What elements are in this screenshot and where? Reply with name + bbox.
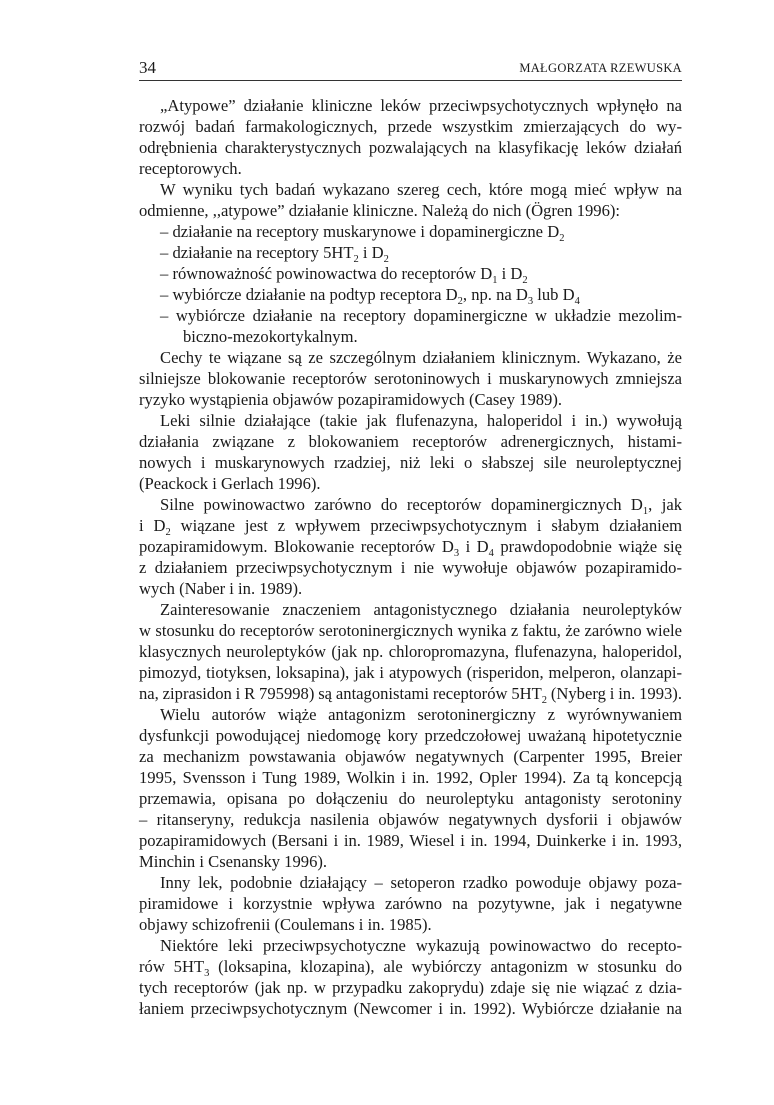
subscript: 1 bbox=[492, 275, 498, 286]
text-line-content bbox=[139, 578, 302, 599]
text-line bbox=[139, 956, 682, 977]
text-line bbox=[139, 473, 682, 494]
text-line-content bbox=[160, 599, 682, 620]
text-line-content bbox=[139, 683, 682, 704]
paragraph bbox=[139, 935, 682, 1019]
text-run: wiązane jest z wpływem przeciwpsychotycznym i słabym działaniem bbox=[170, 516, 682, 535]
text-run: lub D bbox=[533, 285, 575, 304]
text-line bbox=[139, 452, 682, 473]
text-line bbox=[139, 179, 682, 200]
subscript: 4 bbox=[574, 296, 580, 307]
text-line bbox=[139, 599, 682, 620]
text-line bbox=[139, 326, 682, 347]
page-number: 34 bbox=[139, 58, 156, 77]
text-line-content bbox=[160, 221, 564, 242]
text-line bbox=[139, 389, 682, 410]
paragraph bbox=[139, 599, 682, 704]
subscript: 2 bbox=[522, 275, 528, 286]
text-run: silniejsze blokowanie receptorów serotoninowych i muskarynowych zmniejsza bbox=[139, 369, 682, 388]
text-line bbox=[139, 914, 682, 935]
text-line-content bbox=[139, 851, 327, 872]
text-run: receptorowych. bbox=[139, 159, 242, 178]
subscript: 2 bbox=[559, 233, 565, 244]
text-line bbox=[139, 620, 682, 641]
text-line bbox=[139, 431, 682, 452]
text-run: i D bbox=[139, 516, 166, 535]
text-run: Cechy te wiązane są ze szczególnym działaniem klinicznym. Wykazano, że bbox=[160, 348, 682, 367]
text-run: klasycznych neuroleptyków (jak np. chloropromazyna, flufenazyna, haloperidol, bbox=[139, 642, 682, 661]
text-run: (loksapina, klozapina), ale wybiórczy antagonizm w stosunku do bbox=[209, 957, 682, 976]
text-line-content bbox=[139, 452, 682, 473]
text-line-content bbox=[139, 662, 682, 683]
text-run: – działanie na receptory muskarynowe i dopaminergiczne D bbox=[160, 222, 560, 241]
text-run: i D bbox=[459, 537, 489, 556]
text-line bbox=[139, 200, 682, 221]
text-line bbox=[139, 515, 682, 536]
text-run: Leki silnie działające (takie jak flufenazyna, haloperidol i in.) wywołują bbox=[160, 411, 682, 430]
text-line-content bbox=[139, 389, 562, 410]
text-run: Wielu autorów wiąże antagonizm serotoninergiczny z wyrównywaniem bbox=[160, 705, 682, 724]
subscript: 2 bbox=[165, 527, 171, 538]
text-line-content bbox=[139, 473, 321, 494]
text-line-content bbox=[160, 872, 682, 893]
text-run: – równoważność powinowactwa do receptorów D bbox=[160, 264, 493, 283]
subscript: 2 bbox=[541, 695, 548, 706]
text-run: (Nyberg i in. 1993). bbox=[547, 684, 682, 703]
text-run: (Peackock i Gerlach 1996). bbox=[139, 474, 321, 493]
text-run: pimozyd, tiotyksen, loksapina), jak i atypowych (risperidon, melperon, olanzapi- bbox=[139, 663, 682, 682]
paragraph bbox=[139, 179, 682, 221]
text-line bbox=[139, 494, 682, 515]
text-line bbox=[139, 725, 682, 746]
text-run: objawy schizofrenii (Coulemans i in. 1985). bbox=[139, 915, 432, 934]
body-text bbox=[139, 95, 682, 1019]
text-line-content bbox=[139, 767, 682, 788]
text-line-content bbox=[160, 284, 580, 305]
text-run: Inny lek, podobnie działający – setoperon rzadko powoduje objawy poza- bbox=[160, 873, 682, 892]
text-line bbox=[139, 158, 682, 179]
text-run: na, ziprasidon i R 795998) są antagonistami receptorów 5HT bbox=[139, 684, 542, 703]
text-line-content bbox=[160, 704, 682, 725]
text-run: – wybiórcze działanie na receptory dopaminergiczne w układzie mezolim- bbox=[160, 306, 682, 325]
text-line bbox=[139, 872, 682, 893]
text-run: ryzyko wystąpienia objawów pozapiramidowych (Casey 1989). bbox=[139, 390, 563, 409]
subscript: 3 bbox=[204, 968, 210, 979]
text-line-content bbox=[183, 326, 358, 347]
paragraph bbox=[139, 410, 682, 494]
text-line-content bbox=[139, 200, 620, 221]
text-line bbox=[139, 263, 682, 284]
text-line bbox=[139, 305, 682, 326]
text-run: prawdopodobnie wiąże się bbox=[493, 537, 682, 556]
text-line-content bbox=[160, 263, 528, 284]
paragraph bbox=[139, 872, 682, 935]
text-line-content bbox=[139, 809, 682, 830]
paragraph bbox=[139, 95, 682, 179]
paragraph bbox=[139, 704, 682, 872]
list-item bbox=[139, 242, 682, 263]
text-run: wych (Naber i in. 1989). bbox=[139, 579, 303, 598]
list-item bbox=[139, 284, 682, 305]
list-item bbox=[139, 263, 682, 284]
text-line bbox=[139, 284, 682, 305]
text-line-content bbox=[160, 935, 682, 956]
text-line-content bbox=[139, 137, 682, 158]
text-line-content bbox=[139, 977, 682, 998]
subscript: 2 bbox=[383, 254, 389, 265]
text-run: , np. na D bbox=[462, 285, 528, 304]
text-run: W wyniku tych badań wykazano szereg cech, które mogą mieć wpływ na bbox=[160, 180, 682, 199]
text-line-content bbox=[160, 242, 389, 263]
text-line bbox=[139, 557, 682, 578]
text-line bbox=[139, 830, 682, 851]
text-run: odmienne, ,,atypowe” działanie kliniczne. Należą do nich (Ögren 1996): bbox=[139, 201, 621, 220]
text-run: i D bbox=[497, 264, 523, 283]
text-line-content bbox=[139, 725, 682, 746]
subscript: 3 bbox=[527, 296, 534, 307]
text-line-content bbox=[139, 956, 682, 977]
text-run: tych receptorów (jak np. w przypadku zakoprydu) zdaje się nie wiązać z dzia- bbox=[139, 978, 682, 997]
text-line-content bbox=[139, 536, 682, 557]
subscript: 3 bbox=[453, 548, 460, 559]
text-line-content bbox=[139, 893, 682, 914]
text-line bbox=[139, 95, 682, 116]
text-run: rozwój badań farmakologicznych, przede wszystkim zmierzających do wy- bbox=[139, 117, 682, 136]
text-line bbox=[139, 767, 682, 788]
subscript: 4 bbox=[488, 548, 494, 559]
text-run: – działanie na receptory 5HT bbox=[160, 243, 354, 262]
text-line bbox=[139, 683, 682, 704]
text-line-content bbox=[139, 620, 682, 641]
text-line-content bbox=[139, 641, 682, 662]
text-run: pozapiramidowych (Bersani i in. 1989, Wiesel i in. 1994, Duinkerke i in. 1993, bbox=[139, 831, 682, 850]
text-run: dysfunkcji powodującej niedomogę kory przedczołowej uważaną hipotetycznie bbox=[139, 726, 682, 745]
text-run: Minchin i Csenansky 1996). bbox=[139, 852, 328, 871]
text-line bbox=[139, 851, 682, 872]
text-line bbox=[139, 977, 682, 998]
text-run: i D bbox=[358, 243, 384, 262]
text-line-content bbox=[160, 347, 682, 368]
text-line bbox=[139, 893, 682, 914]
text-run: Niektóre leki przeciwpsychotyczne wykazują powinowactwo do recepto- bbox=[160, 936, 682, 955]
text-line-content bbox=[160, 179, 682, 200]
text-run: w stosunku do receptorów serotoninergicznych wynika z faktu, że zarówno wiele bbox=[139, 621, 682, 640]
text-line bbox=[139, 746, 682, 767]
text-line-content bbox=[139, 914, 432, 935]
paragraph bbox=[139, 347, 682, 410]
text-line bbox=[139, 347, 682, 368]
text-run: rów 5HT bbox=[139, 957, 205, 976]
text-line-content bbox=[139, 515, 682, 536]
text-run: z działaniem przeciwpsychotycznym i nie wywołuje objawów pozapiramido- bbox=[139, 558, 682, 577]
text-line-content bbox=[160, 95, 682, 116]
text-line bbox=[139, 368, 682, 389]
text-run: odrębnienia charakterystycznych pozwalających na klasyfikację leków działań bbox=[139, 138, 682, 157]
text-line bbox=[139, 116, 682, 137]
text-line-content bbox=[139, 788, 682, 809]
text-line bbox=[139, 410, 682, 431]
text-line-content bbox=[160, 410, 682, 431]
text-line-content bbox=[139, 116, 682, 137]
text-line-content bbox=[160, 494, 682, 515]
text-line bbox=[139, 536, 682, 557]
text-line-content bbox=[139, 158, 242, 179]
page-header bbox=[139, 58, 682, 81]
list-item bbox=[139, 221, 682, 242]
text-run: pozapiramidowym. Blokowanie receptorów D bbox=[139, 537, 454, 556]
text-run: , jak bbox=[648, 495, 682, 514]
text-line bbox=[139, 704, 682, 725]
text-run: przemawia, opisana po dołączeniu do neuroleptyku antagonisty serotoniny bbox=[139, 789, 682, 808]
text-line bbox=[139, 809, 682, 830]
text-line bbox=[139, 641, 682, 662]
text-run: Silne powinowactwo zarówno do receptorów dopaminergicznych D bbox=[160, 495, 643, 514]
text-line-content bbox=[139, 746, 682, 767]
text-line-content bbox=[139, 368, 682, 389]
text-run: Zainteresowanie znaczeniem antagonistycznego działania neuroleptyków bbox=[160, 600, 682, 619]
text-line-content bbox=[160, 305, 682, 326]
text-run: działania związane z blokowaniem receptorów adrenergicznych, histami- bbox=[139, 432, 682, 451]
text-run: łaniem przeciwpsychotycznym (Newcomer i in. 1992). Wybiórcze działanie na bbox=[139, 999, 682, 1018]
paragraph bbox=[139, 494, 682, 599]
text-run: piramidowe i korzystnie wpływa zarówno na pozytywne, jak i negatywne bbox=[139, 894, 682, 913]
list-item bbox=[139, 305, 682, 347]
text-line-content bbox=[139, 998, 682, 1019]
text-line-content bbox=[139, 557, 682, 578]
text-run: – ritanseryny, redukcja nasilenia objawów negatywnych dysforii i objawów bbox=[139, 810, 682, 829]
text-run: nowych i muskarynowych rzadziej, niż leki o słabszej sile neuroleptycznej bbox=[139, 453, 682, 472]
text-line bbox=[139, 935, 682, 956]
text-line bbox=[139, 662, 682, 683]
text-run: „Atypowe” działanie kliniczne leków przeciwpsychotycznych wpłynęło na bbox=[160, 96, 682, 115]
text-run: 1995, Svensson i Tung 1989, Wolkin i in. 1992, Opler 1994). Za tą koncepcją bbox=[139, 768, 682, 787]
subscript: 2 bbox=[353, 254, 359, 265]
subscript: 1 bbox=[642, 506, 649, 517]
text-run: za mechanizm powstawania objawów negatywnych (Carpenter 1995, Breier bbox=[139, 747, 682, 766]
running-head: MAŁGORZATA RZEWUSKA bbox=[519, 61, 682, 75]
text-line-content bbox=[139, 431, 682, 452]
text-line bbox=[139, 242, 682, 263]
subscript: 2 bbox=[457, 296, 463, 307]
text-line bbox=[139, 578, 682, 599]
text-line bbox=[139, 221, 682, 242]
text-line-content bbox=[139, 830, 682, 851]
text-line bbox=[139, 998, 682, 1019]
text-line bbox=[139, 137, 682, 158]
text-run: biczno-mezokortykalnym. bbox=[183, 327, 358, 346]
text-line bbox=[139, 788, 682, 809]
text-run: – wybiórcze działanie na podtyp receptora D bbox=[160, 285, 458, 304]
